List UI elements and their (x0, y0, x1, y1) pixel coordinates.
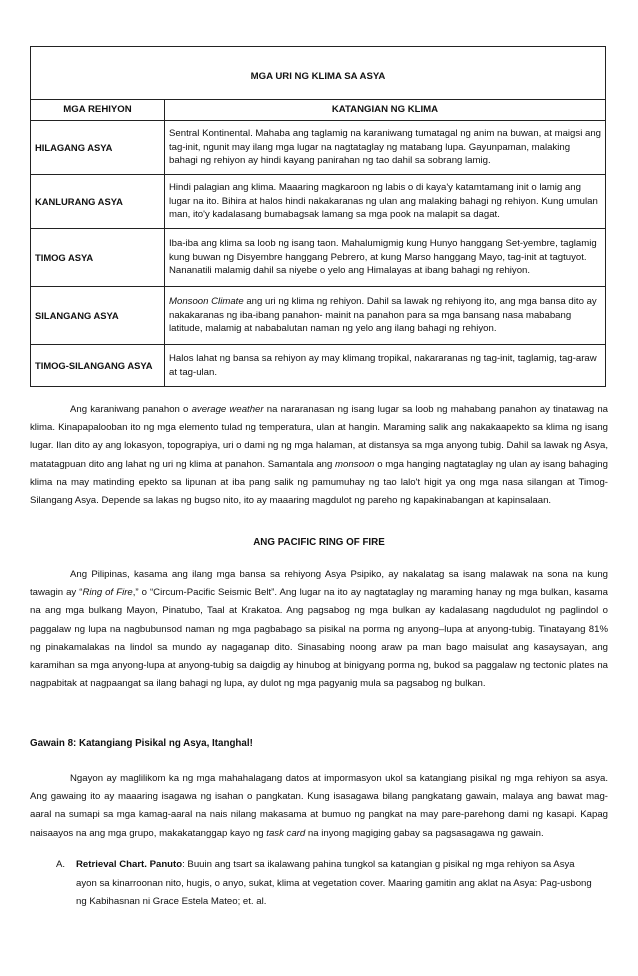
table-header-row (31, 100, 606, 121)
region-cell: SILANGANG ASYA (31, 287, 165, 345)
table-row (31, 121, 606, 175)
paragraph-italic: task card (266, 827, 306, 839)
paragraph-text: na nararanasan ng isang lugar sa loob ng mahabang panahon ay tinatawag na klima. Kinapapalooban ito ng mga elemento tulad ng temperatura, ulan at hangin. Maraming salik ang nakakaapekto sa klima ng isang lugar. Ilan dito ay ang lokasyon, topograpiya, uri o dami ng ng mga halaman, at distansya sa mga anyong tubig. Dahil sa lawak ng Asya, matatagpuan dito ang lahat ng uri ng klima at panahon. Samantala ang (30, 404, 609, 470)
description-italic: Monsoon Climate (169, 296, 244, 308)
table-row (31, 229, 606, 287)
paragraph-climate (30, 401, 608, 510)
table-title: MGA URI NG KLIMA SA ASYA (31, 47, 606, 100)
activity-title: Gawain 8: Katangiang Pisikal ng Asya, Itanghal! (30, 738, 253, 749)
description-cell: Sentral Kontinental. Mahaba ang taglamig na karaniwang tumatagal ng anim na buwan, at maigsi ang tag-init, ngunit may ilang mga lugar na nagtataglay ng matabang lupa. Gayunpaman, malaking bahagi ng rehiyon ay hindi kayang panirahan ng tao dahil sa sobrang lamig. (165, 121, 606, 175)
description-cell (165, 287, 606, 345)
description-cell: Hindi palagian ang klima. Maaaring magkaroon ng labis o di kaya'y katamtamang init o lamig ang lugar na ito. Bihira at halos hindi nakakaranas ng ulan ang malaking bahagi ng rehiyon. Kung umulan man, ito'y kadalasang bumabagsak lamang sa mga pook na malapit sa dagat. (165, 175, 606, 229)
list-marker: A. (56, 859, 66, 870)
description-cell: Iba-iba ang klima sa loob ng isang taon. Mahalumigmig kung Hunyo hanggang Set-yembre, taglamig kung buwan ng Disyembre hanggang Pebrero, at kung Marso hanggang Mayo, tag-init at tagtuyot. Nananatili malamig dahil sa niyebe o yelo ang Himalayas at ibang bahagi ng rehiyon. (165, 229, 606, 287)
paragraph-italic: monsoon (335, 458, 375, 470)
section-heading-ring-of-fire: ANG PACIFIC RING OF FIRE (253, 537, 385, 548)
region-cell: TIMOG-SILANGANG ASYA (31, 345, 165, 387)
column-header-region: MGA REHIYON (31, 100, 165, 121)
paragraph-instructions (30, 770, 608, 843)
list-item-a (56, 856, 596, 912)
table-row (31, 345, 606, 387)
table-title-row (31, 47, 606, 100)
paragraph-text: Ang karaniwang panahon o (70, 404, 192, 415)
description-text: ang uri ng klima ng rehiyon. Dahil sa lawak ng rehiyong ito, ang mga bansa dito ay nakakaranas ng iba-ibang panahon- mainit na panahon para sa mga bansang nasa mababang latitude, malamig at nababalutan naman ng yelo ang ilang bahagi ng rehiyon. (169, 296, 597, 335)
paragraph-text: o mga hanging nagtataglay ng ulan ay isang bahaging klima na may matinding epekto sa lipunan at iba pang salik ng pamumuhay ng tao lalo't higit ya ong mga nasa silangan at Timog-Silangang Asya. Depende sa lakas ng bugso nito, ito ay maaaring magdulot ng pareho ng kapakinabangan at kapinsalaan. (30, 458, 608, 507)
paragraph-text: na inyong magiging gabay sa pagsasagawa ng gawain. (305, 827, 544, 839)
paragraph-italic: Ring of Fire (82, 587, 133, 599)
paragraph-text: Ngayon ay maglilikom ka ng mga mahahalagang datos at impormasyon ukol sa katangiang pisikal ng mga rehiyon sa asya. Ang gawaing ito ay maaaring isagawa ng isahan o pangkatan. Kung isasagawa bilang pangkatang gawain, malaya ang bawat mag-aaral na sumapi sa mga kamag-aaral na nais nilang makasama at bumuo ng pangkat na may pare-parehong dami ng kasapi. Kapag naisaayos na ang mga grupo, makakatanggap kayo ng (30, 773, 608, 839)
paragraph-ring-of-fire (30, 566, 608, 693)
list-item-label: Retrieval Chart. Panuto (76, 859, 183, 870)
column-header-characteristics: KATANGIAN NG KLIMA (165, 100, 606, 121)
list-item-text: : Buuin ang tsart sa ikalawang pahina tungkol sa katangian g pisikal ng mga rehiyon sa Asya ayon sa kinarroonan nito, hugis, o anyo, sukat, klima at vegetation cover. Maaring gamitin ang aklat na Asya: Pag-usbong ng Kabihasnan ni Grace Estela Mateo; et. al. (76, 859, 592, 908)
climate-table (30, 46, 606, 387)
description-cell: Halos lahat ng bansa sa rehiyon ay may klimang tropikal, nakararanas ng tag-init, taglamig, tag-araw at tag-ulan. (165, 345, 606, 387)
region-cell: HILAGANG ASYA (31, 121, 165, 175)
region-cell: KANLURANG ASYA (31, 175, 165, 229)
table-row (31, 175, 606, 229)
table-row (31, 287, 606, 345)
paragraph-text: Ang Pilipinas, kasama ang ilang mga bansa sa rehiyong Asya Psipiko, ay nakalatag sa isang malawak na sona na kung tawagin ay “ (30, 569, 608, 599)
paragraph-text: ,” o “Circum-Pacific Seismic Belt”. Ang lugar na ito ay nagtataglay ng maraming hanay ng mga bulkan, kasama na ang mga bulkang Mayon, Pinatubo, Taal at Krakatoa. Ang pagsabog ng mga bulkan ay kadalasang nagdudulot ng paglindol o paggalaw ng lupa na nagbubunsod naman ng mga pagbabago sa pisikal na porma ng anyong–lupa at anyong-tubig. Tinatayang 81% ng pinakamalakas na lindol sa mundo ay nagaganap dito. Sinasabing noong araw pa man bago maisulat ang kasaysayan, ang karamihan sa mga anyong-lupa at anyong-tubig sa daigdig ay hinubog at binigyang porma ng, bukod sa paggalaw ng tectonic plates na nagpabitak at nagpaangat sa ilang bahagi ng lupa, ay dulot ng mga pagyanig mula sa pagsabog ng bulkan. (30, 587, 608, 690)
region-cell: TIMOG ASYA (31, 229, 165, 287)
paragraph-italic: average weather (191, 404, 264, 415)
